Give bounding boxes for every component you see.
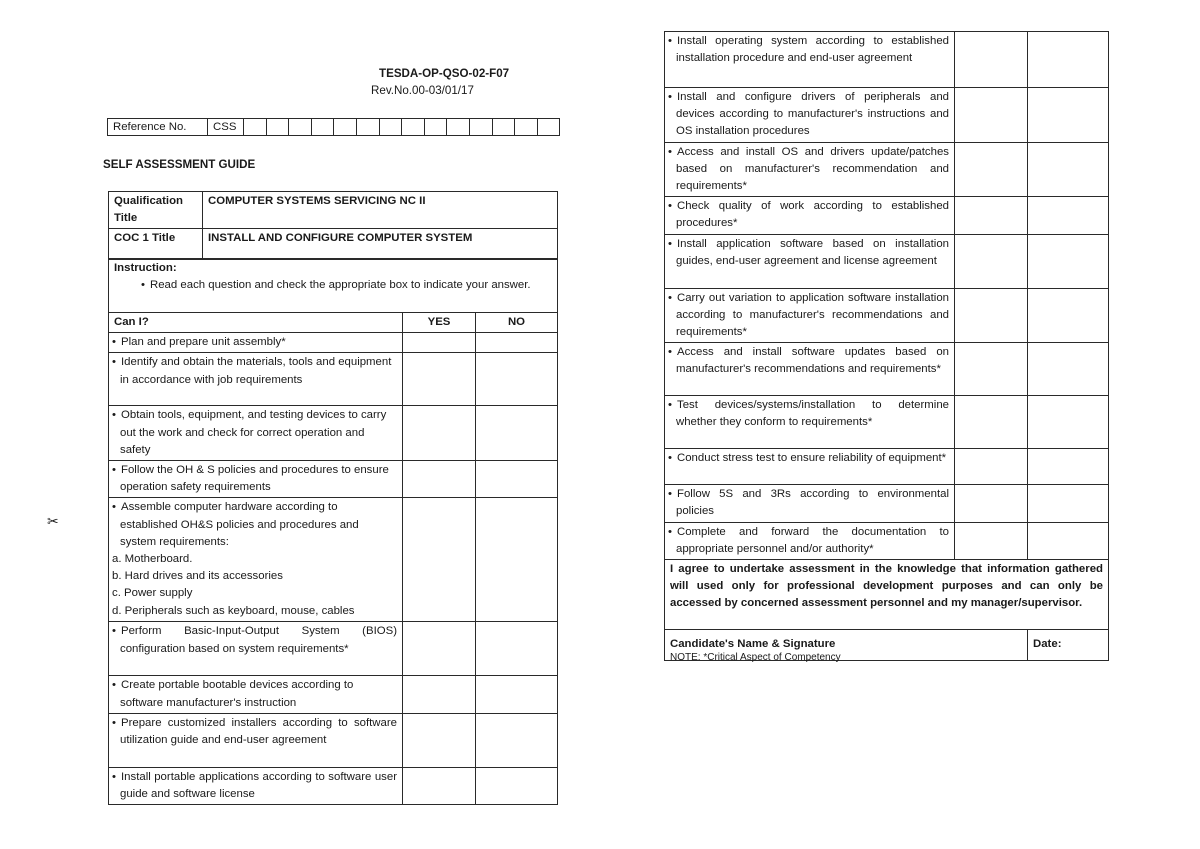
no-checkbox-cell[interactable]: [1028, 522, 1109, 559]
reference-value: CSS: [208, 119, 244, 136]
coc-label: COC 1 Title: [109, 229, 203, 260]
yes-checkbox-cell[interactable]: [955, 32, 1028, 88]
no-checkbox-cell[interactable]: [476, 498, 558, 622]
question-text: Prepare customized installers according to software utilization guide and end-user agreement: [120, 716, 397, 747]
bullet-icon: •: [112, 716, 116, 729]
reference-box: [469, 119, 492, 136]
no-checkbox-cell[interactable]: [1028, 343, 1109, 396]
reference-box: [492, 119, 515, 136]
bullet-icon: •: [112, 625, 116, 638]
question-text: Conduct stress test to ensure reliability of equipment*: [677, 452, 947, 465]
bullet-icon: •: [668, 452, 672, 465]
question-cell: [665, 32, 955, 88]
question-cell: [665, 142, 955, 197]
instruction-cell: [109, 259, 558, 313]
no-checkbox-cell[interactable]: [476, 622, 558, 676]
question-cell: [109, 767, 403, 804]
subitem-hard-drives: b. Hard drives and its accessories: [112, 570, 283, 583]
no-checkbox-cell[interactable]: [476, 406, 558, 461]
bullet-icon: •: [668, 237, 672, 250]
reference-box: [289, 119, 312, 136]
reference-box: [424, 119, 447, 136]
yes-checkbox-cell[interactable]: [955, 288, 1028, 343]
bullet-icon: •: [668, 291, 672, 304]
revision-number: Rev.No.00-03/01/17: [371, 84, 474, 97]
bullet-icon: •: [668, 91, 672, 103]
question-cell: [109, 333, 403, 353]
reference-box: [244, 119, 267, 136]
bullet-icon: •: [668, 35, 672, 47]
reference-box: [266, 119, 289, 136]
yes-checkbox-cell[interactable]: [955, 343, 1028, 396]
no-checkbox-cell[interactable]: [476, 713, 558, 767]
bullet-icon: •: [112, 679, 116, 692]
question-cell: [109, 676, 403, 713]
yes-checkbox-cell[interactable]: [955, 396, 1028, 449]
no-checkbox-cell[interactable]: [1028, 396, 1109, 449]
date-field[interactable]: Date:: [1028, 630, 1109, 661]
no-checkbox-cell[interactable]: [476, 333, 558, 353]
no-checkbox-cell[interactable]: [1028, 449, 1109, 485]
question-cell: [665, 396, 955, 449]
qualification-table: [108, 191, 558, 260]
yes-checkbox-cell[interactable]: [955, 234, 1028, 288]
question-cell: [665, 343, 955, 396]
reference-box: [515, 119, 538, 136]
yes-checkbox-cell[interactable]: [403, 461, 476, 498]
question-cell: [665, 449, 955, 485]
question-cell: [109, 498, 403, 622]
question-text: Check quality of work according to established procedures*: [676, 200, 949, 230]
reference-box: [356, 119, 379, 136]
footnote: NOTE: *Critical Aspect of Competency: [670, 652, 841, 663]
bullet-icon: •: [668, 200, 672, 213]
question-text: Access and install software updates based on manufacturer's recommendations and requirements*: [676, 346, 949, 376]
yes-checkbox-cell[interactable]: [955, 449, 1028, 485]
question-cell: [665, 485, 955, 522]
reference-number-table: [107, 118, 560, 136]
subitem-motherboard: a. Motherboard.: [112, 553, 193, 566]
question-text: Complete and forward the documentation to appropriate personnel and/or authority*: [676, 525, 949, 555]
yes-checkbox-cell[interactable]: [955, 88, 1028, 143]
reference-box: [379, 119, 402, 136]
bullet-icon: •: [112, 356, 116, 369]
bullet-icon: •: [668, 399, 672, 412]
no-checkbox-cell[interactable]: [1028, 288, 1109, 343]
qualification-label: Qualification Title: [109, 192, 203, 229]
no-checkbox-cell[interactable]: [476, 461, 558, 498]
yes-checkbox-cell[interactable]: [403, 498, 476, 622]
subitem-power-supply: c. Power supply: [112, 587, 193, 600]
question-text: Install portable applications according to software user guide and software license: [120, 770, 397, 801]
bullet-icon: •: [112, 464, 116, 477]
yes-checkbox-cell[interactable]: [955, 522, 1028, 559]
no-checkbox-cell[interactable]: [1028, 142, 1109, 197]
question-text: Create portable bootable devices according to software manufacturer's instruction: [120, 679, 354, 709]
assessment-table-right: [664, 31, 1109, 661]
question-text: Test devices/systems/installation to determine whether they conform to requirements*: [676, 399, 949, 429]
yes-checkbox-cell[interactable]: [403, 767, 476, 804]
question-text: Follow the OH & S policies and procedures to ensure operation safety requirements: [120, 464, 389, 494]
question-cell: [665, 522, 955, 559]
question-text: Access and install OS and drivers update/patches based on manufacturer's recommendation and requirements*: [676, 145, 949, 193]
bullet-icon: •: [141, 279, 145, 292]
bullet-icon: •: [668, 346, 672, 359]
subitem-peripherals: d. Peripherals such as keyboard, mouse, cables: [112, 604, 355, 617]
instruction-item: [114, 277, 552, 294]
question-text: Install operating system according to established installation procedure and end-user agreement: [676, 35, 949, 65]
assessment-table-left: [108, 258, 558, 805]
column-header-yes: YES: [403, 313, 476, 333]
yes-checkbox-cell[interactable]: [403, 406, 476, 461]
no-checkbox-cell[interactable]: [1028, 197, 1109, 234]
no-checkbox-cell[interactable]: [1028, 234, 1109, 288]
question-text: Perform Basic-Input-Output System (BIOS) configuration based on system requirements*: [120, 625, 397, 655]
candidate-signature-field[interactable]: Candidate's Name & Signature: [665, 630, 1028, 661]
no-checkbox-cell[interactable]: [476, 676, 558, 713]
bullet-icon: •: [112, 409, 116, 422]
yes-checkbox-cell[interactable]: [403, 622, 476, 676]
question-cell: [109, 406, 403, 461]
coc-value: INSTALL AND CONFIGURE COMPUTER SYSTEM: [203, 229, 558, 260]
yes-checkbox-cell[interactable]: [955, 142, 1028, 197]
question-text: Follow 5S and 3Rs according to environmental policies: [676, 488, 949, 518]
qualification-value: COMPUTER SYSTEMS SERVICING NC II: [203, 192, 558, 229]
column-header-no: NO: [476, 313, 558, 333]
reference-label: Reference No.: [108, 119, 208, 136]
question-text: Plan and prepare unit assembly*: [121, 336, 286, 349]
question-cell: [665, 197, 955, 234]
page-title: SELF ASSESSMENT GUIDE: [103, 158, 256, 171]
scissors-icon: ✂: [47, 513, 59, 529]
question-cell: [109, 461, 403, 498]
column-header-question: Can I?: [109, 313, 403, 333]
question-main: [109, 499, 397, 551]
question-cell: [109, 353, 403, 406]
document-code: TESDA-OP-QSO-02-F07: [379, 67, 510, 80]
yes-checkbox-cell[interactable]: [403, 713, 476, 767]
question-text: Carry out variation to application software installation according to manufacturer's recommendations and requirements*: [676, 291, 949, 339]
question-text: Identify and obtain the materials, tools and equipment in accordance with job requirements: [120, 356, 392, 386]
question-text: Install and configure drivers of peripherals and devices according to manufacturer's instructions and OS installation procedures: [676, 91, 949, 138]
question-cell: [109, 713, 403, 767]
yes-checkbox-cell[interactable]: [403, 676, 476, 713]
question-text: Assemble computer hardware according to established OH&S policies and procedures and system requirements:: [120, 501, 359, 548]
no-checkbox-cell[interactable]: [1028, 32, 1109, 88]
bullet-icon: •: [668, 488, 672, 501]
question-text: Install application software based on installation guides, end-user agreement and license agreement: [676, 237, 949, 267]
question-cell: [109, 622, 403, 676]
instruction-text: Read each question and check the appropriate box to indicate your answer.: [150, 279, 531, 292]
question-cell: [665, 88, 955, 143]
instruction-label: Instruction:: [114, 262, 177, 274]
bullet-icon: •: [112, 501, 116, 514]
no-checkbox-cell[interactable]: [476, 767, 558, 804]
bullet-icon: •: [112, 770, 116, 783]
no-checkbox-cell[interactable]: [1028, 485, 1109, 522]
yes-checkbox-cell[interactable]: [403, 353, 476, 406]
yes-checkbox-cell[interactable]: [955, 485, 1028, 522]
bullet-icon: •: [668, 145, 672, 158]
bullet-icon: •: [112, 336, 116, 349]
question-cell: [665, 234, 955, 288]
question-cell: [665, 288, 955, 343]
reference-box: [447, 119, 470, 136]
question-text: Obtain tools, equipment, and testing devices to carry out the work and check for correct operation and safety: [120, 409, 387, 456]
agreement-text: I agree to undertake assessment in the knowledge that information gathered will used only for professional development purposes and can only be accessed by concerned assessment personnel and my manager/supervisor.: [665, 560, 1109, 630]
yes-checkbox-cell[interactable]: [955, 197, 1028, 234]
yes-checkbox-cell[interactable]: [403, 333, 476, 353]
reference-box: [402, 119, 425, 136]
no-checkbox-cell[interactable]: [1028, 88, 1109, 143]
no-checkbox-cell[interactable]: [476, 353, 558, 406]
reference-box: [537, 119, 560, 136]
reference-box: [311, 119, 334, 136]
bullet-icon: •: [668, 525, 672, 538]
reference-box: [334, 119, 357, 136]
